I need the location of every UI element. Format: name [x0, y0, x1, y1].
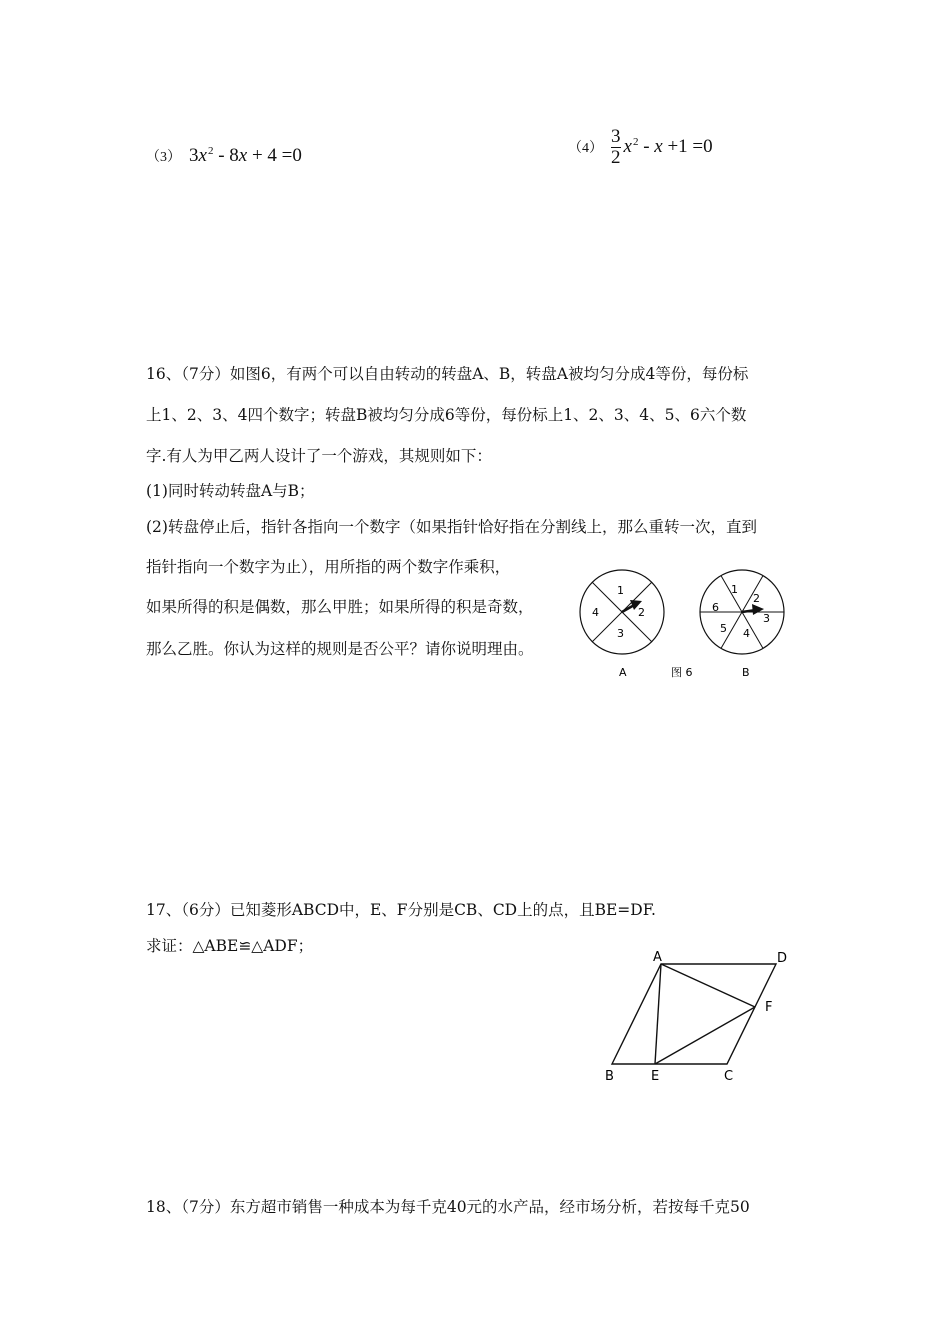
segment-ef: [655, 1007, 755, 1064]
q16-line-4: 指针指向一个数字为止），用所指的两个数字作乘积，: [146, 558, 511, 576]
spinner-a-num-1: 1: [617, 584, 624, 597]
segment-ae: [655, 964, 661, 1064]
spinner-b: [700, 570, 784, 654]
segment-af: [661, 964, 755, 1007]
vertex-b-label: B: [605, 1069, 614, 1084]
spinner-b-num-3: 3: [763, 612, 770, 625]
spinner-b-num-4: 4: [743, 627, 750, 640]
figure-6-caption: 图 6: [671, 666, 693, 679]
equation-4-number: （4）: [568, 140, 603, 156]
spinner-a-label: A: [619, 666, 627, 679]
spinner-b-label: B: [742, 666, 750, 679]
q16-line-6: 那么乙胜。你认为这样的规则是否公平？请你说明理由。: [146, 640, 534, 658]
fraction: $\frac{3}{2}$: [611, 126, 621, 168]
figure-6-spinners: [570, 560, 800, 690]
spinner-a-num-2: 2: [638, 606, 645, 619]
q16-line-3: 字.有人为甲乙两人设计了一个游戏，其规则如下：: [146, 447, 492, 465]
spinner-b-num-5: 5: [720, 622, 727, 635]
spinner-a-num-3: 3: [617, 627, 624, 640]
point-e-label: E: [651, 1069, 660, 1084]
spinner-a: [580, 570, 664, 654]
q16-line-1: 16、（7分）如图6，有两个可以自由转动的转盘A、B，转盘A被均匀分成4等份，每份标: [146, 365, 749, 383]
vertex-c-label: C: [724, 1069, 734, 1084]
equation-3-number: （3）: [146, 150, 181, 165]
spinner-a-num-4: 4: [592, 606, 599, 619]
spinner-b-num-1: 1: [731, 583, 738, 596]
q16-rule-1: (1)同时转动转盘A与B；: [146, 482, 315, 500]
spinner-b-num-6: 6: [712, 601, 719, 614]
vertex-a-label: A: [653, 950, 662, 965]
equation-3: （3） $3x^2 - 8x + 4 =0$: [146, 145, 302, 166]
q18-line-1: 18、（7分）东方超市销售一种成本为每千克40元的水产品，经市场分析，若按每千克50: [146, 1198, 750, 1216]
q16-line-2: 上1、2、3、4四个数字；转盘B被均匀分成6等份，每份标上1、2、3、4、5、6六个数: [146, 406, 747, 424]
equation-4: （4） $\frac{3}{2}$ $x^2 - x +1 =0$: [568, 126, 713, 168]
q16-rule-2: (2)转盘停止后，指针各指向一个数字（如果指针恰好指在分割线上，那么重转一次，直到: [146, 518, 757, 536]
point-f-label: F: [765, 1000, 773, 1015]
q16-line-5: 如果所得的积是偶数，那么甲胜；如果所得的积是奇数，: [146, 598, 534, 616]
q17-line-2: 求证：△ABE≌△ADF；: [146, 937, 314, 955]
q17-line-1: 17、（6分）已知菱形ABCD中，E、F分别是CB、CD上的点，且BE=DF.: [146, 901, 656, 919]
vertex-d-label: D: [777, 951, 788, 966]
rhombus-figure: [596, 945, 806, 1085]
spinner-b-num-2: 2: [753, 592, 760, 605]
